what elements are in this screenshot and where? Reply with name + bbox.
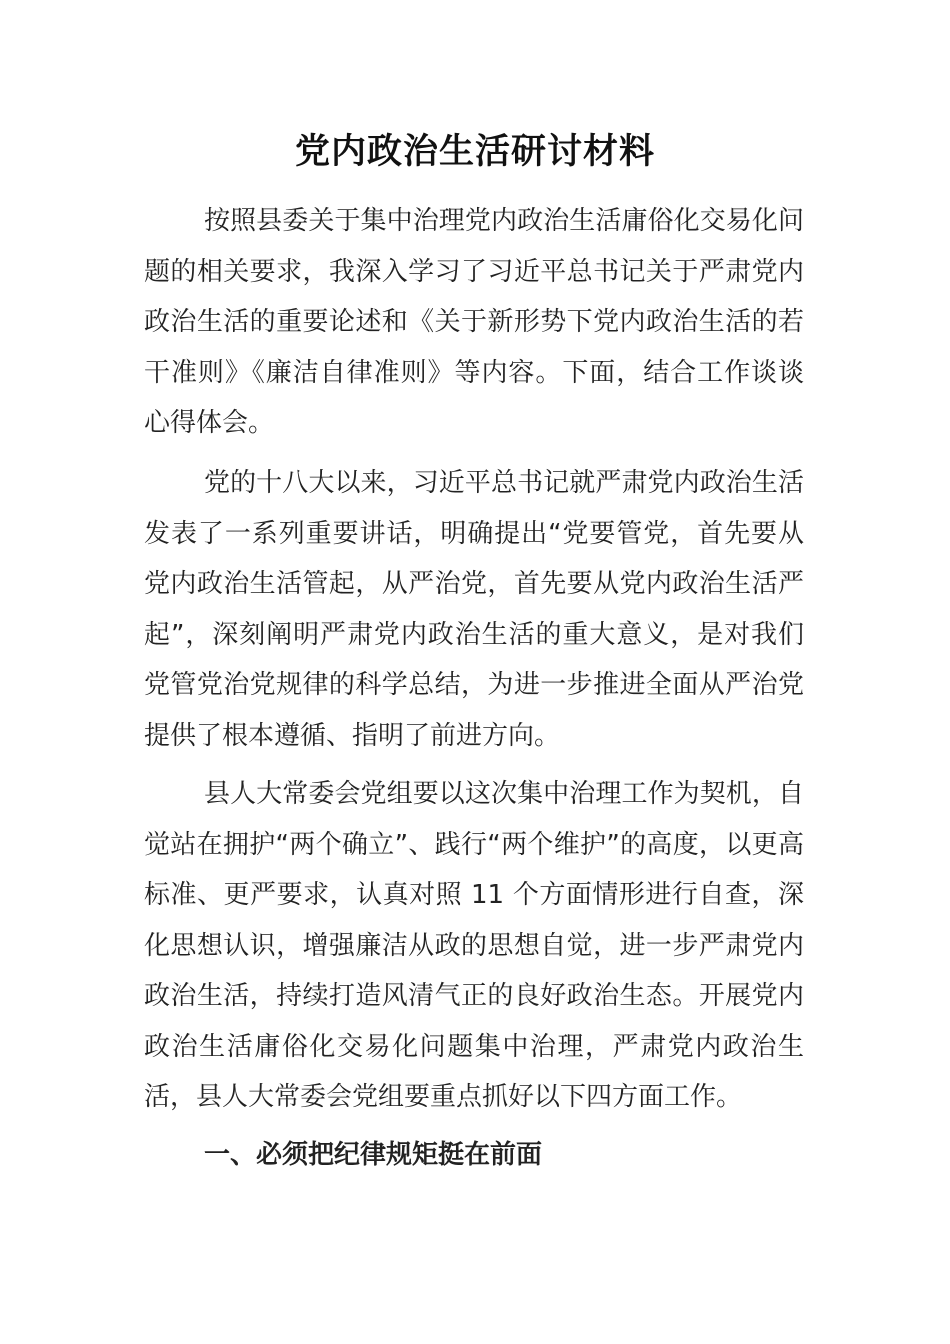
- document-title: 党内政治生活研讨材料: [294, 131, 655, 172]
- paragraph-1: 按照县委关于集中治理党内政治生活庸俗化交易化问题的相关要求，我深入学习了习近平总书记关于严肃党内政治生活的重要论述和《关于新形势下党内政治生活的若干准则》《廉洁自律准则》等内容。下面，结合工作谈谈心得体会。: [144, 206, 804, 438]
- section-heading-1: 一、必须把纪律规矩挺在前面: [204, 1140, 543, 1170]
- paragraph-3: 县人大常委会党组要以这次集中治理工作为契机，自觉站在拥护“两个确立”、践行“两个维护”的高度，以更高标准、更严要求，认真对照 11 个方面情形进行自查，深化思想认识，增强廉洁从政的思想自觉，进一步严肃党内政治生活，持续打造风清气正的良好政治生态。开展党内政治生活庸俗化交易化问题集中治理，严肃党内政治生活，县人大常委会党组要重点抓好以下四方面工作。: [144, 779, 804, 1112]
- paragraph-2: 党的十八大以来，习近平总书记就严肃党内政治生活发表了一系列重要讲话，明确提出“党要管党，首先要从党内政治生活管起，从严治党，首先要从党内政治生活严起”，深刻阐明严肃党内政治生活的重大意义，是对我们党管党治党规律的科学总结，为进一步推进全面从严治党提供了根本遵循、指明了前进方向。: [144, 468, 804, 751]
